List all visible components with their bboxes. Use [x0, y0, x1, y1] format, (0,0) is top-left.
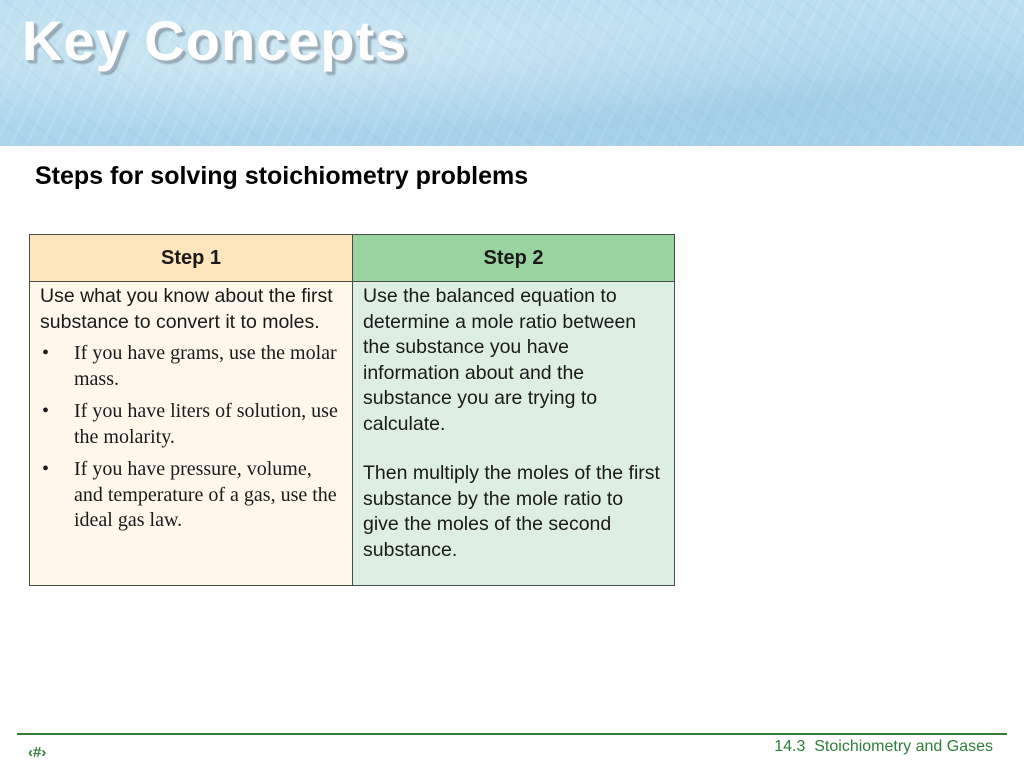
- slide-title: Key Concepts: [22, 9, 408, 72]
- step1-header: Step 1: [30, 235, 353, 282]
- list-item: [40, 341, 342, 392]
- slide-number: ‹#›: [28, 744, 47, 761]
- slide-subtitle: Steps for solving stoichiometry problems: [35, 162, 529, 190]
- bullet-text: If you have pressure, volume, and temperature of a gas, use the ideal gas law.: [74, 458, 337, 531]
- bullet-icon: •: [42, 458, 50, 480]
- header-banner: [0, 0, 1024, 146]
- steps-table: [29, 234, 675, 586]
- step2-paragraph-1: Use the balanced equation to determine a mole ratio between the substance you have information about and the substance you are trying to calculate.: [363, 285, 637, 435]
- bullet-icon: •: [42, 342, 50, 364]
- list-item: [40, 399, 342, 450]
- step2-header: Step 2: [353, 235, 675, 282]
- step1-intro: Use what you know about the first substance to convert it to moles.: [40, 285, 333, 333]
- bullet-text: If you have liters of solution, use the molarity.: [74, 400, 338, 448]
- list-item: [40, 457, 342, 534]
- step2-paragraph-2: Then multiply the moles of the first substance by the mole ratio to give the moles of the second substance.: [363, 462, 660, 561]
- footer-section-label: 14.3 Stoichiometry and Gases: [774, 738, 993, 755]
- table-header-row: [30, 235, 675, 282]
- step1-cell: [30, 282, 353, 586]
- step2-cell: [353, 282, 675, 586]
- table-body-row: [30, 282, 675, 586]
- step1-bullet-list: [40, 341, 342, 534]
- footer-divider: [17, 733, 1007, 735]
- bullet-icon: •: [42, 400, 50, 422]
- bullet-text: If you have grams, use the molar mass.: [74, 342, 337, 390]
